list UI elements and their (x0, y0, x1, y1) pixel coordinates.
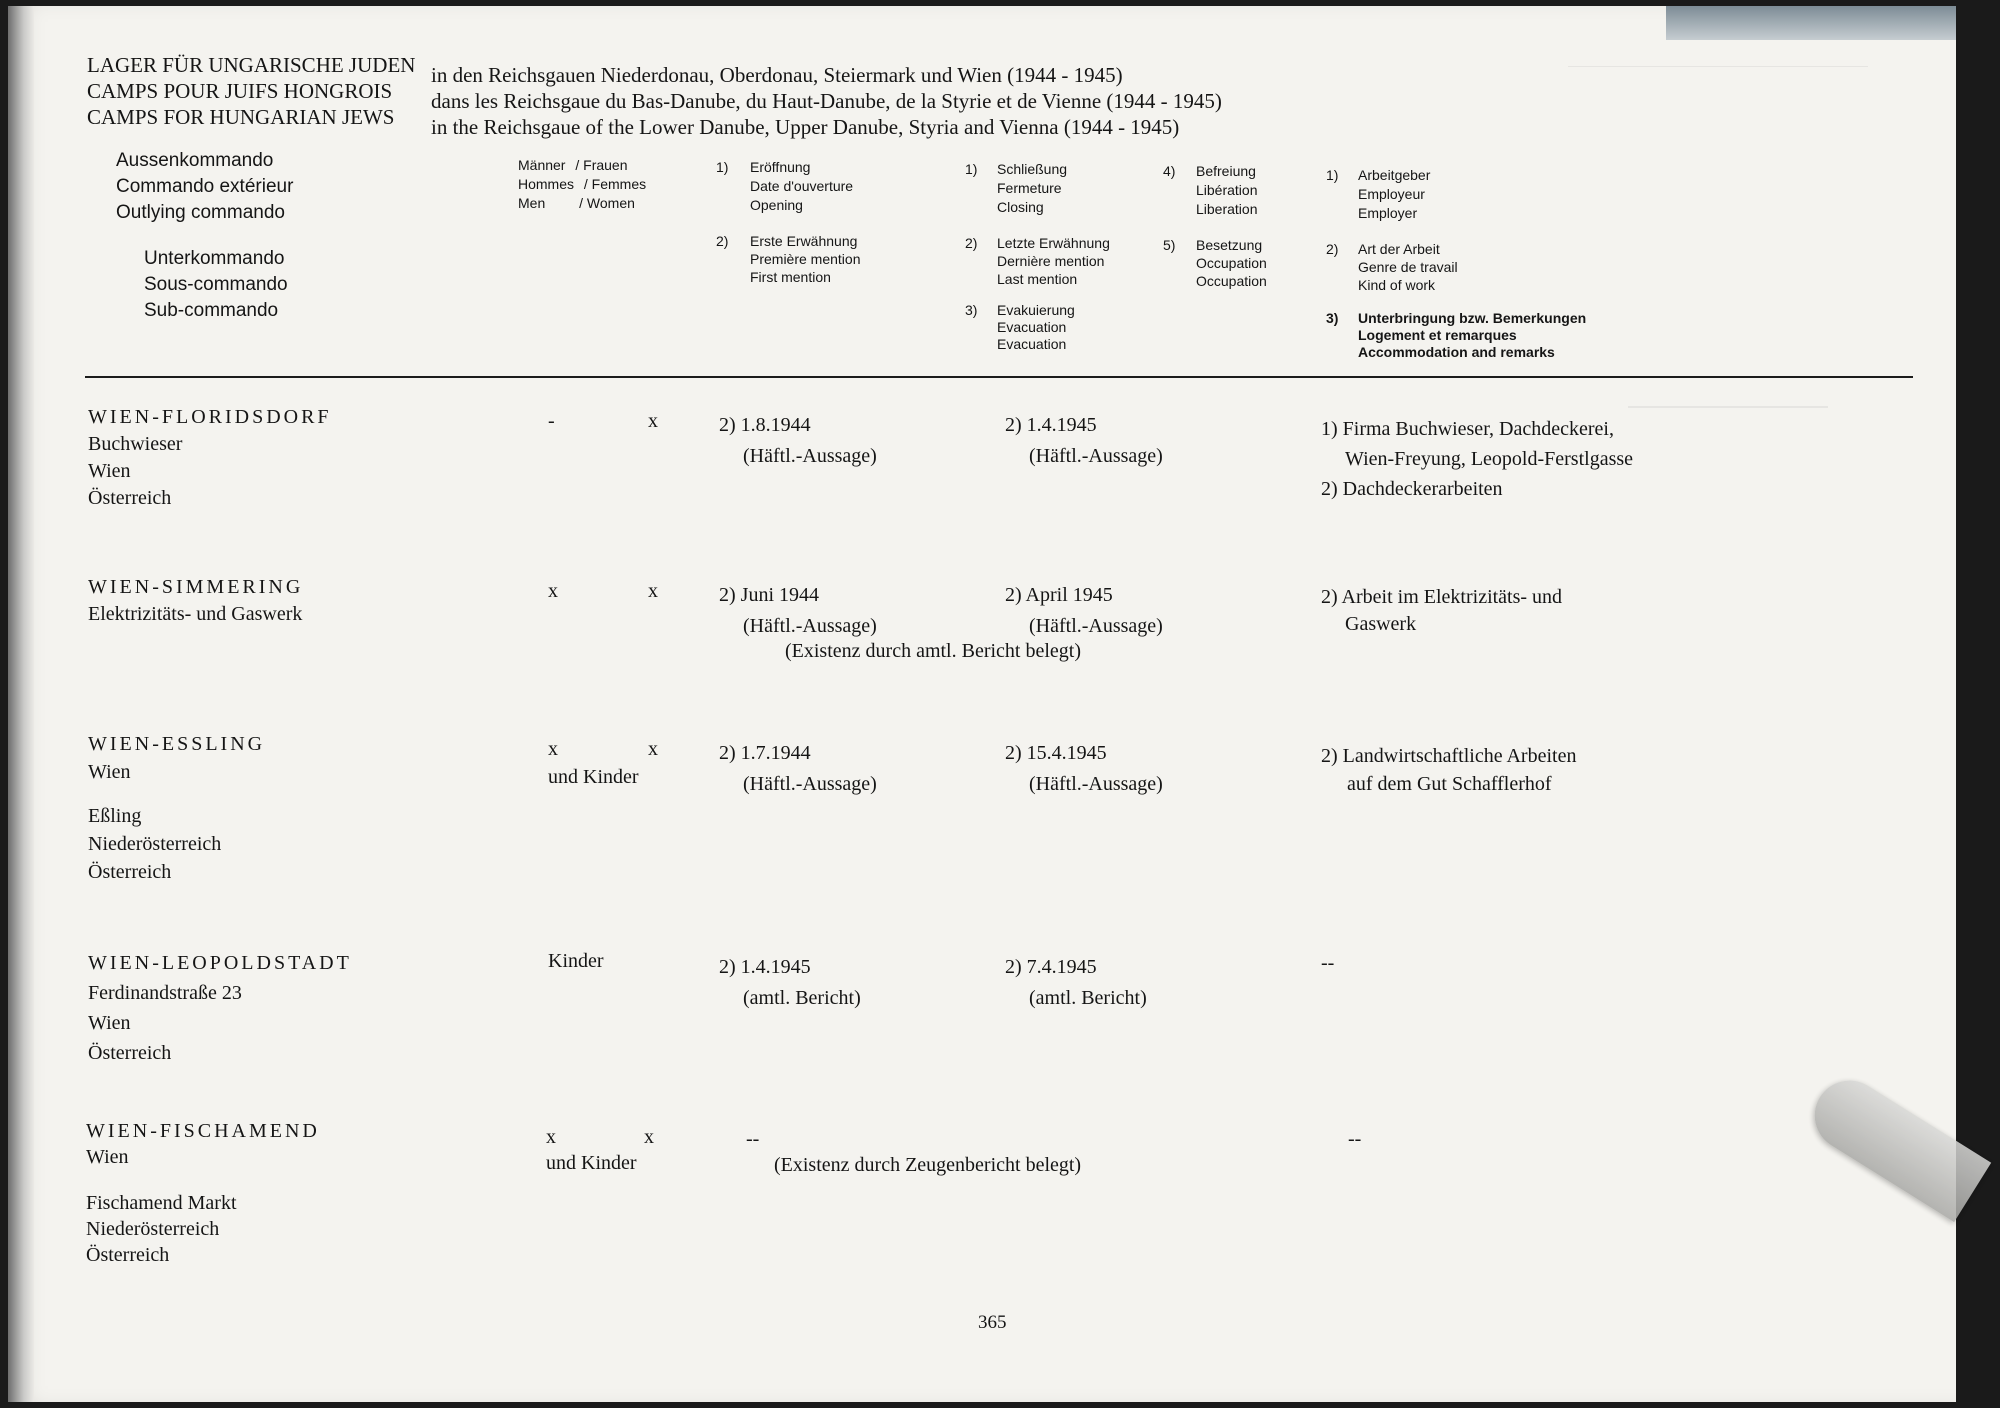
close-note: (Häftl.-Aussage) (1029, 445, 1163, 467)
closing-fr: Fermeture (997, 180, 1062, 196)
location-line: Wien (88, 460, 131, 482)
kind-of-work-num: 2) (1326, 241, 1339, 257)
header-divider (85, 376, 1913, 378)
remarks (1321, 584, 1562, 638)
accommodation-en: Accommodation and remarks (1358, 344, 1555, 360)
open-date (719, 952, 861, 1014)
open-value: 2) 1.7.1944 (719, 742, 811, 764)
liberation-fr: Libération (1196, 182, 1258, 198)
women-mark: x (644, 1126, 654, 1148)
header-left-titles (87, 52, 415, 130)
occupation-en: Occupation (1196, 273, 1267, 289)
evacuation-fr: Evacuation (997, 319, 1067, 335)
close-value: 2) 7.4.1945 (1005, 956, 1097, 978)
subtitle-french: dans les Reichsgaue du Bas-Danube, du Haut-Danube, de la Styrie et de Vienne (1944 - 1945) (431, 89, 1222, 113)
liberation-de: Befreiung (1196, 163, 1256, 179)
men-mark: x (548, 580, 558, 602)
opening-heading (716, 158, 853, 215)
location-line: Niederösterreich (88, 833, 222, 855)
open-value: -- (746, 1128, 760, 1150)
entry-leopoldstadt (88, 948, 352, 1068)
close-date (1005, 738, 1163, 800)
women-fr: / Femmes (583, 176, 647, 192)
close-date (1005, 410, 1163, 472)
close-date (1005, 580, 1163, 642)
camp-name: WIEN-ESSLING (88, 733, 266, 755)
close-note: (Häftl.-Aussage) (1029, 773, 1163, 795)
remark-line: 2) Landwirtschaftliche Arbeiten (1321, 745, 1577, 767)
existence-note: (Existenz durch Zeugenbericht belegt) (774, 1154, 1082, 1176)
remark-line: Wien-Freyung, Leopold-Ferstlgasse (1345, 448, 1634, 470)
men-mark: - (548, 410, 555, 432)
camp-name: WIEN-LEOPOLDSTADT (88, 952, 352, 974)
aussen-fr: Commando extérieur (116, 176, 294, 197)
remark-line: Gaswerk (1345, 613, 1417, 635)
close-value: 2) April 1945 (1005, 584, 1113, 606)
children-mark: und Kinder (546, 1152, 637, 1174)
employer-en: Employer (1358, 205, 1418, 221)
camp-name: WIEN-FLORIDSDORF (88, 406, 332, 428)
men-en: Men (518, 195, 546, 211)
first-mention-de: Erste Erwähnung (750, 233, 858, 249)
women-mark: x (648, 410, 658, 432)
location-line: Wien (88, 1012, 131, 1034)
entry-floridsdorf (88, 404, 332, 512)
aussen-de: Aussenkommando (116, 150, 274, 171)
close-value: 2) 1.4.1945 (1005, 414, 1097, 436)
evacuation-heading (965, 302, 1075, 353)
location-line: Wien (86, 1146, 129, 1168)
men-mark: x (548, 738, 558, 760)
evacuation-de: Evakuierung (997, 302, 1075, 318)
remark-line: 1) Firma Buchwieser, Dachdeckerei, (1321, 418, 1614, 440)
last-mention-de: Letzte Erwähnung (997, 235, 1110, 251)
remarks (1321, 742, 1576, 798)
opening-en: Opening (750, 197, 803, 213)
remark-line: -- (1348, 1128, 1362, 1150)
subtitle-german: in den Reichsgauen Niederdonau, Oberdonau, Steiermark und Wien (1944 - 1945) (431, 63, 1123, 87)
camp-name: WIEN-SIMMERING (88, 576, 304, 598)
location-line: Niederösterreich (86, 1218, 220, 1240)
unter-en: Sub-commando (144, 300, 279, 321)
open-note: (Häftl.-Aussage) (743, 615, 877, 637)
kind-of-work-en: Kind of work (1358, 277, 1436, 293)
last-mention-fr: Dernière mention (997, 253, 1105, 269)
closing-num: 1) (965, 161, 978, 177)
open-note: (amtl. Bericht) (743, 987, 861, 1009)
employer-fr: Employeur (1358, 186, 1425, 202)
camp-name: WIEN-FISCHAMEND (86, 1120, 320, 1142)
open-note: (Häftl.-Aussage) (743, 773, 877, 795)
location-line: Ferdinandstraße 23 (88, 982, 242, 1004)
men-women-heading (518, 156, 646, 213)
opening-num: 1) (716, 159, 729, 175)
liberation-en: Liberation (1196, 201, 1258, 217)
employer-num: 1) (1326, 167, 1339, 183)
open-note: (Häftl.-Aussage) (743, 445, 877, 467)
closing-en: Closing (997, 199, 1044, 215)
close-note: (amtl. Bericht) (1029, 987, 1147, 1009)
employer-de: Arbeitgeber (1358, 167, 1431, 183)
occupation-num: 5) (1163, 237, 1176, 253)
open-date (719, 738, 877, 800)
last-mention-num: 2) (965, 235, 978, 251)
closing-heading (965, 160, 1067, 217)
location-line: Österreich (88, 1042, 172, 1064)
open-value: 2) Juni 1944 (719, 584, 819, 606)
location-line: Österreich (86, 1244, 170, 1266)
last-mention-en: Last mention (997, 271, 1078, 287)
opening-fr: Date d'ouverture (750, 178, 854, 194)
evacuation-en: Evacuation (997, 336, 1067, 352)
children-mark: und Kinder (548, 766, 639, 788)
women-en: / Women (579, 195, 635, 211)
last-mention-heading (965, 234, 1110, 288)
location-line: Eßling (88, 805, 142, 827)
open-date (719, 580, 877, 642)
kind-of-work-de: Art der Arbeit (1358, 241, 1440, 257)
accommodation-de: Unterbringung bzw. Bemerkungen (1358, 310, 1587, 326)
occupation-heading (1163, 236, 1267, 290)
entry-simmering (88, 574, 303, 628)
header-right-titles (431, 62, 1222, 140)
children-mark: Kinder (548, 950, 604, 972)
title-german: LAGER FÜR UNGARISCHE JUDEN (87, 53, 416, 77)
aussenkommando-labels (116, 148, 293, 226)
accommodation-fr: Logement et remarques (1358, 327, 1517, 343)
unter-fr: Sous-commando (144, 274, 288, 295)
accommodation-num: 3) (1326, 310, 1339, 326)
unter-de: Unterkommando (144, 248, 285, 269)
bleed-through-line (1628, 406, 1828, 408)
remark-line: 2) Dachdeckerarbeiten (1321, 478, 1503, 500)
close-note: (Häftl.-Aussage) (1029, 615, 1163, 637)
entry-fischamend (86, 1118, 320, 1268)
location-line: Elektrizitäts- und Gaswerk (88, 603, 303, 625)
existence-note: (Existenz durch amtl. Bericht belegt) (785, 640, 1082, 662)
first-mention-num: 2) (716, 233, 729, 249)
location-line: Österreich (88, 861, 172, 883)
remark-line: auf dem Gut Schafflerhof (1347, 773, 1552, 795)
opposite-page-edge (1666, 6, 1956, 40)
liberation-heading (1163, 162, 1258, 219)
bleed-through-header (1568, 66, 1868, 147)
open-value: 2) 1.8.1944 (719, 414, 811, 436)
unterkommando-labels (144, 246, 288, 324)
location-line: Fischamend Markt (86, 1192, 237, 1214)
first-mention-fr: Première mention (750, 251, 861, 267)
entry-essling (88, 730, 265, 886)
women-de: / Frauen (575, 157, 628, 173)
close-value: 2) 15.4.1945 (1005, 742, 1107, 764)
women-mark: x (648, 580, 658, 602)
close-date (1005, 952, 1147, 1014)
location-line: Österreich (88, 487, 172, 509)
book-page (8, 6, 1956, 1402)
aussen-en: Outlying commando (116, 202, 285, 223)
open-value: 2) 1.4.1945 (719, 956, 811, 978)
kind-of-work-fr: Genre de travail (1358, 259, 1458, 275)
page-number: 365 (978, 1312, 1007, 1333)
remark-line: -- (1321, 952, 1335, 974)
remark-line: 2) Arbeit im Elektrizitäts- und (1321, 586, 1563, 608)
men-de: Männer (518, 157, 566, 173)
accommodation-heading (1326, 310, 1586, 361)
closing-de: Schließung (997, 161, 1068, 177)
women-mark: x (648, 738, 658, 760)
occupation-fr: Occupation (1196, 255, 1267, 271)
first-mention-en: First mention (750, 269, 831, 285)
subtitle-english: in the Reichsgaue of the Lower Danube, Upper Danube, Styria and Vienna (1944 - 1945) (431, 115, 1180, 139)
title-english: CAMPS FOR HUNGARIAN JEWS (87, 105, 395, 129)
book-binding (8, 6, 34, 1402)
location-line: Buchwieser (88, 433, 183, 455)
kind-of-work-heading (1326, 240, 1458, 294)
employer-heading (1326, 166, 1430, 223)
liberation-num: 4) (1163, 163, 1176, 179)
open-date (719, 410, 877, 472)
title-french: CAMPS POUR JUIFS HONGROIS (87, 79, 393, 103)
men-fr: Hommes (518, 176, 575, 192)
first-mention-heading (716, 232, 861, 286)
occupation-de: Besetzung (1196, 237, 1263, 253)
remarks (1321, 414, 1633, 504)
men-mark: x (546, 1126, 556, 1148)
evacuation-num: 3) (965, 302, 978, 318)
opening-de: Eröffnung (750, 159, 811, 175)
location-line: Wien (88, 761, 131, 783)
